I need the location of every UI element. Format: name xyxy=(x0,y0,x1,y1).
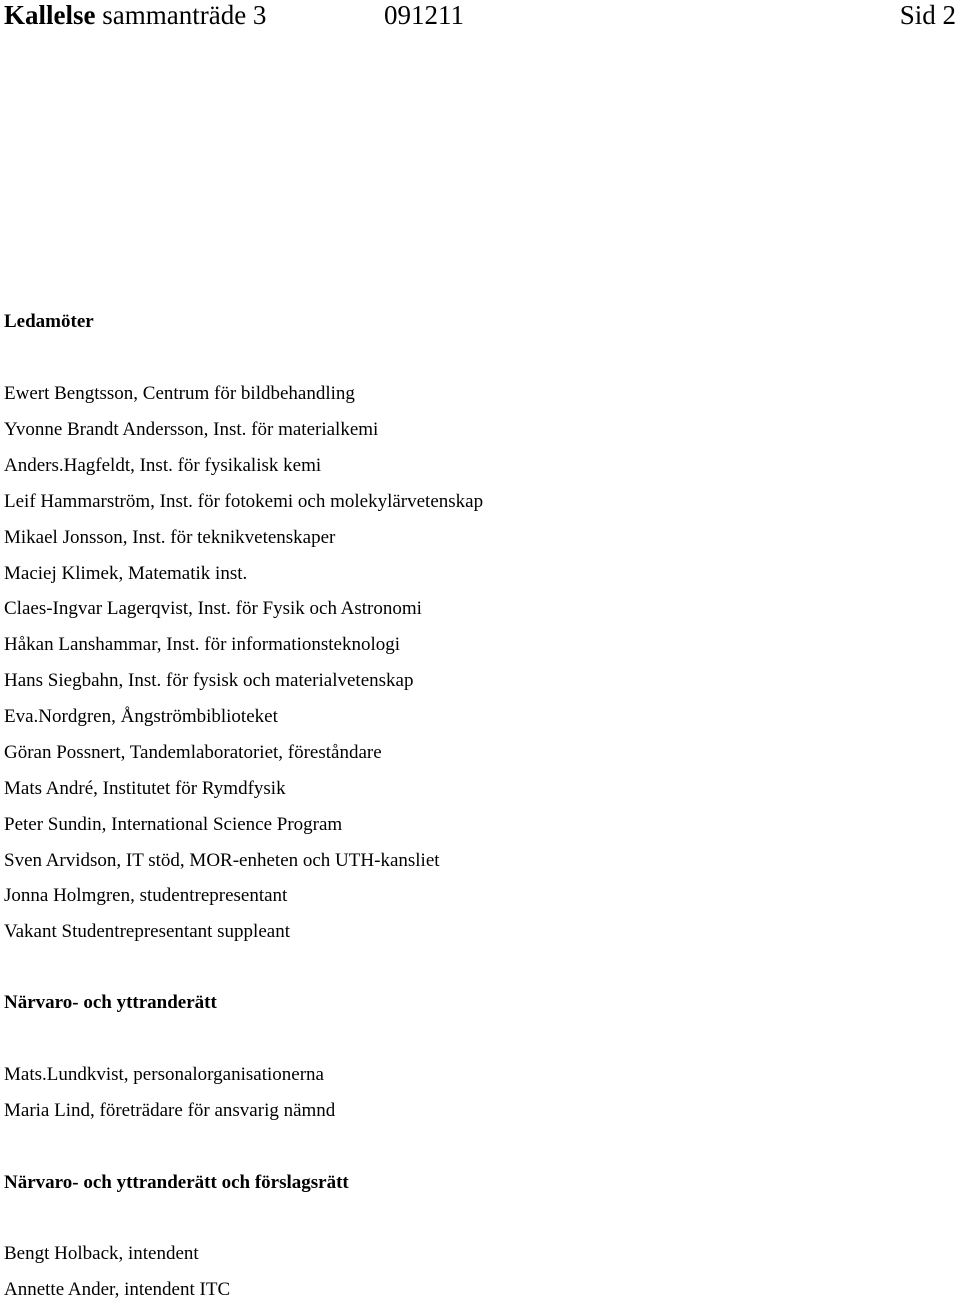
member-line: Yvonne Brandt Andersson, Inst. för materialkemi xyxy=(4,419,379,440)
document-title-bold: Kallelse xyxy=(4,0,96,30)
member-line: Göran Possnert, Tandemlaboratoriet, föreståndare xyxy=(4,742,382,763)
member-line: Leif Hammarström, Inst. för fotokemi och molekylärvetenskap xyxy=(4,491,484,512)
section-heading-forslagsratt: Närvaro- och yttranderätt och förslagsrätt xyxy=(4,1172,349,1193)
document-date: 091211 xyxy=(384,0,464,30)
member-line: Eva.Nordgren, Ångströmbiblioteket xyxy=(4,706,278,727)
member-line: Bengt Holback, intendent xyxy=(4,1243,199,1264)
member-line: Annette Ander, intendent ITC xyxy=(4,1279,231,1300)
member-line: Hans Siegbahn, Inst. för fysisk och materialvetenskap xyxy=(4,670,414,691)
member-line: Mikael Jonsson, Inst. för teknikvetenskaper xyxy=(4,527,336,548)
page-header xyxy=(4,0,956,30)
member-line: Maciej Klimek, Matematik inst. xyxy=(4,563,248,584)
document-title xyxy=(4,0,266,30)
document-title-rest: sammanträde 3 xyxy=(95,0,267,30)
member-line: Peter Sundin, International Science Program xyxy=(4,814,343,835)
member-line: Maria Lind, företrädare för ansvarig nämnd xyxy=(4,1100,336,1121)
page-number: Sid 2 xyxy=(899,0,956,30)
member-line: Håkan Lanshammar, Inst. för informationsteknologi xyxy=(4,634,401,655)
section-heading-ledamoter: Ledamöter xyxy=(4,311,94,332)
member-line: Sven Arvidson, IT stöd, MOR-enheten och UTH-kansliet xyxy=(4,850,440,871)
member-line: Vakant Studentrepresentant suppleant xyxy=(4,921,290,942)
member-line: Anders.Hagfeldt, Inst. för fysikalisk kemi xyxy=(4,455,322,476)
member-line: Claes-Ingvar Lagerqvist, Inst. för Fysik och Astronomi xyxy=(4,598,422,619)
section-heading-narvaro: Närvaro- och yttranderätt xyxy=(4,992,217,1013)
member-line: Ewert Bengtsson, Centrum för bildbehandling xyxy=(4,383,355,404)
member-line: Jonna Holmgren, studentrepresentant xyxy=(4,885,288,906)
member-line: Mats André, Institutet för Rymdfysik xyxy=(4,778,286,799)
member-line: Mats.Lundkvist, personalorganisationerna xyxy=(4,1064,324,1085)
